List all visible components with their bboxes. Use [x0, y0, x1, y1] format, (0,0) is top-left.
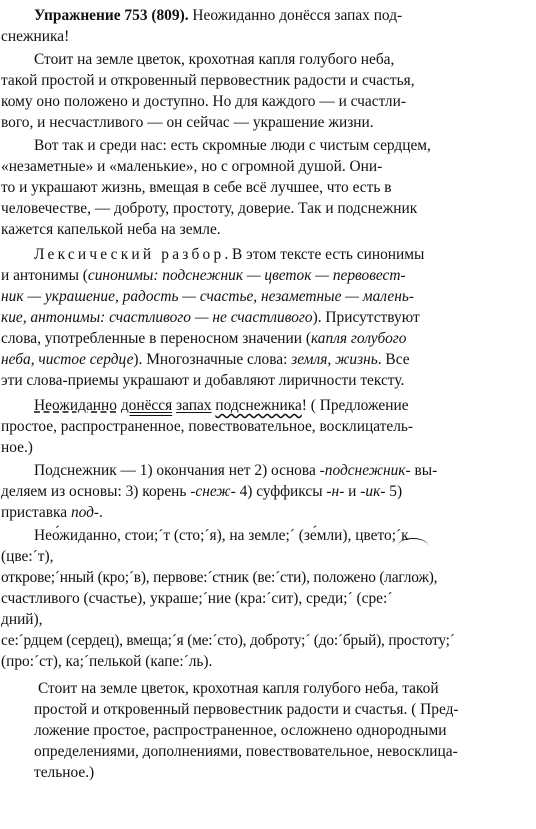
- lexical-line: неба, чистое сердце). Многозначные слова: земля, жизнь. Все: [1, 351, 410, 368]
- syntax-subject: запах: [176, 397, 212, 414]
- text-line: такой простой и откровенный первовестник радости и счастья,: [1, 72, 415, 89]
- syntax-adverbial: Неожиданно: [34, 397, 117, 414]
- syntax-predicate: донёсся: [120, 397, 173, 414]
- text-line: Стоит на земле цветок, крохотная капля голубого неба,: [34, 51, 395, 68]
- lexical-line: и антонимы (синонимы: подснежник — цветок — первовест-: [1, 267, 406, 284]
- text-line: «незаметные» и «маленькие», но с огромной душой. Они-: [1, 158, 383, 175]
- phonetic-line: се:´рдцем (сердец), вмеща;´я (ме:´сто), доброту;´ (до:´брый), простоту;´: [1, 632, 455, 649]
- exercise-task: Неожиданно донёсся запах под-: [188, 7, 403, 24]
- lexical-line: ник — украшение, радость — счастье, незаметные — малень-: [1, 288, 414, 305]
- phonetic-line: (цве:´т),: [1, 548, 54, 565]
- exercise-title-line: [34, 6, 536, 26]
- lexical-line: Лексический разбор. В этом тексте есть синонимы: [34, 246, 425, 263]
- syntax2-line: определениями, дополнениями, повествовательное, невосклица-: [34, 743, 458, 760]
- syntax-line: простое, распространенное, повествовательное, восклицатель-: [1, 418, 414, 435]
- morph-line: деляем из основы: 3) корень -снеж- 4) суффиксы -н- и -ик- 5): [1, 483, 403, 500]
- morph-line: Подснежник — 1) окончания нет 2) основа -подснежник- вы-: [34, 462, 438, 479]
- exercise-task-cont: снежника!: [1, 28, 70, 45]
- text-line: то и украшают жизнь, вмещая в себе всё лучшее, что есть в: [1, 179, 392, 196]
- syntax-line: ное.): [1, 439, 33, 456]
- syntax2-line: простой и откровенный первовестник радости и счастья. ( Пред-: [34, 701, 459, 718]
- text-line: кому оно положено и доступно. Но для каждого — и счастли-: [1, 93, 406, 110]
- phonetic-line: открове;´нный (кро;´в), первове:´стник (ве:´сти), положено (лаглож),: [1, 569, 438, 586]
- syntax2-line: Стоит на земле цветок, крохотная капля голубого неба, такой: [38, 680, 439, 697]
- text-line: кажется капелькой неба на земле.: [1, 221, 221, 238]
- syntax2-line: тельное.): [34, 764, 95, 781]
- phonetic-line: дний),: [1, 611, 43, 628]
- phonetic-line: Нео́жиданно, стои;´т (сто;´я), на земле;´ (зе́мли), цвето;´к: [34, 527, 409, 544]
- syntax2-line: ложение простое, распространенное, осложнено однородными: [34, 722, 447, 739]
- text-line: человечестве, — доброту, простоту, доверие. Так и подснежник: [1, 200, 418, 217]
- lexical-heading: Лексический разбор: [34, 246, 225, 263]
- text-line: вого, и несчастливого — он сейчас — украшение жизни.: [1, 114, 374, 131]
- phonetic-line: (про:´ст), ка;´пелькой (капе:´ль).: [1, 653, 213, 670]
- morph-line: приставка под-.: [1, 504, 103, 521]
- exercise-number: Упражнение 753 (809).: [34, 7, 189, 24]
- lexical-line: слова, употребленные в переносном значении (капля голубого: [1, 330, 407, 347]
- text-line: Вот так и среди нас: есть скромные люди с чистым сердцем,: [34, 137, 431, 154]
- lexical-line: кие, антонимы: счастливого — не счастливого). Присутствуют: [1, 309, 420, 326]
- lexical-line: эти слова-приемы украшают и добавляют лиричности тексту.: [1, 372, 405, 389]
- syntax-line: Неожиданно донёсся запах подснежника! ( Предложение: [34, 397, 409, 414]
- phonetic-line: счастливого (счастье), украше;´ние (кра:´сит), среди;´ (сре:´: [1, 590, 393, 607]
- syntax-attribute: подснежника: [215, 397, 302, 414]
